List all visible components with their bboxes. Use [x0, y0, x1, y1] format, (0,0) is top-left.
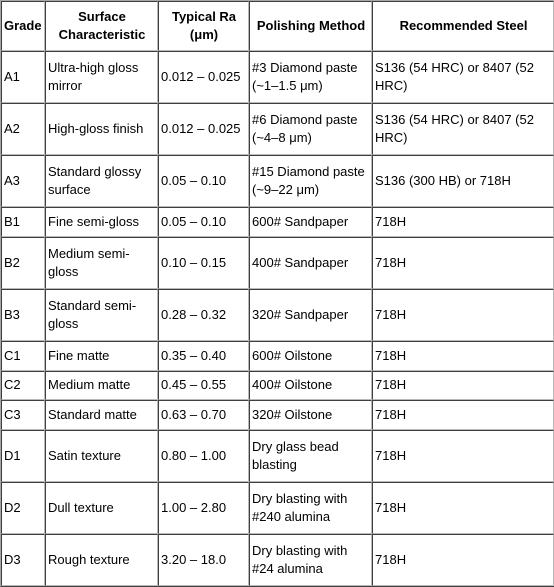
cell-ra: 0.28 – 0.32 [158, 289, 249, 341]
cell-ra: 0.35 – 0.40 [158, 341, 249, 370]
cell-surface: Standard matte [45, 400, 158, 429]
cell-ra: 0.63 – 0.70 [158, 400, 249, 429]
header-surface-characteristic: Surface Characteristic [45, 1, 158, 51]
cell-steel: 718H [372, 534, 554, 586]
cell-method: 600# Sandpaper [249, 207, 372, 236]
table-row [1, 289, 554, 341]
cell-method: 320# Oilstone [249, 400, 372, 429]
cell-surface: Rough texture [45, 534, 158, 586]
cell-grade: C1 [1, 341, 45, 370]
cell-steel: 718H [372, 371, 554, 400]
table-row [1, 400, 554, 429]
table-header-row [1, 1, 554, 51]
cell-steel: 718H [372, 237, 554, 289]
cell-surface: Ultra-high gloss mirror [45, 51, 158, 103]
cell-steel: 718H [372, 430, 554, 482]
table-row [1, 371, 554, 400]
cell-steel: S136 (300 HB) or 718H [372, 155, 554, 207]
cell-grade: B2 [1, 237, 45, 289]
cell-grade: B3 [1, 289, 45, 341]
cell-method: #6 Diamond paste (~4–8 μm) [249, 103, 372, 155]
cell-steel: 718H [372, 482, 554, 534]
cell-surface: Medium matte [45, 371, 158, 400]
cell-steel: 718H [372, 400, 554, 429]
cell-grade: D2 [1, 482, 45, 534]
cell-grade: A3 [1, 155, 45, 207]
cell-method: #3 Diamond paste (~1–1.5 μm) [249, 51, 372, 103]
cell-method: Dry glass bead blasting [249, 430, 372, 482]
cell-grade: B1 [1, 207, 45, 236]
table-row [1, 207, 554, 236]
cell-method: Dry blasting with #24 alumina [249, 534, 372, 586]
cell-surface: Satin texture [45, 430, 158, 482]
cell-steel: 718H [372, 207, 554, 236]
cell-method: 320# Sandpaper [249, 289, 372, 341]
cell-method: 400# Sandpaper [249, 237, 372, 289]
cell-ra: 0.10 – 0.15 [158, 237, 249, 289]
header-recommended-steel: Recommended Steel [372, 1, 554, 51]
cell-method: 600# Oilstone [249, 341, 372, 370]
cell-ra: 0.012 – 0.025 [158, 103, 249, 155]
cell-ra: 0.80 – 1.00 [158, 430, 249, 482]
cell-ra: 0.012 – 0.025 [158, 51, 249, 103]
cell-surface: Fine matte [45, 341, 158, 370]
cell-grade: D1 [1, 430, 45, 482]
cell-steel: S136 (54 HRC) or 8407 (52 HRC) [372, 51, 554, 103]
cell-surface: Standard glossy surface [45, 155, 158, 207]
cell-method: #15 Diamond paste (~9–22 μm) [249, 155, 372, 207]
table-row [1, 430, 554, 482]
table-row [1, 237, 554, 289]
cell-surface: High-gloss finish [45, 103, 158, 155]
cell-ra: 0.05 – 0.10 [158, 207, 249, 236]
cell-steel: 718H [372, 341, 554, 370]
cell-ra: 0.45 – 0.55 [158, 371, 249, 400]
cell-surface: Fine semi-gloss [45, 207, 158, 236]
cell-method: 400# Oilstone [249, 371, 372, 400]
cell-ra: 0.05 – 0.10 [158, 155, 249, 207]
cell-ra: 1.00 – 2.80 [158, 482, 249, 534]
table-row [1, 155, 554, 207]
cell-steel: S136 (54 HRC) or 8407 (52 HRC) [372, 103, 554, 155]
cell-surface: Dull texture [45, 482, 158, 534]
table-row [1, 482, 554, 534]
table-row [1, 51, 554, 103]
header-typical-ra: Typical Ra (μm) [158, 1, 249, 51]
table-row [1, 103, 554, 155]
cell-method: Dry blasting with #240 alumina [249, 482, 372, 534]
header-grade: Grade [1, 1, 45, 51]
cell-grade: A1 [1, 51, 45, 103]
cell-grade: C2 [1, 371, 45, 400]
table-row [1, 534, 554, 586]
cell-surface: Standard semi-gloss [45, 289, 158, 341]
cell-grade: A2 [1, 103, 45, 155]
cell-grade: D3 [1, 534, 45, 586]
header-polishing-method: Polishing Method [249, 1, 372, 51]
cell-ra: 3.20 – 18.0 [158, 534, 249, 586]
cell-grade: C3 [1, 400, 45, 429]
table-row [1, 341, 554, 370]
cell-steel: 718H [372, 289, 554, 341]
cell-surface: Medium semi-gloss [45, 237, 158, 289]
